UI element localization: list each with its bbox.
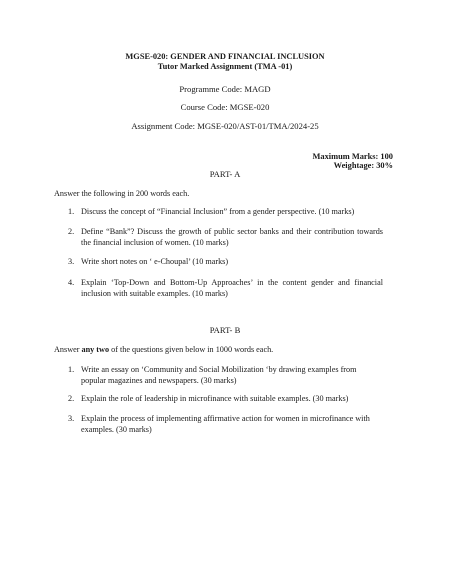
question-number: 2. <box>68 227 75 236</box>
part-b-heading: PART- B <box>209 325 241 335</box>
assignment-code: Assignment Code: MGSE-020/AST-01/TMA/2024-25 <box>131 121 319 131</box>
part-a-instruction: Answer the following in 200 words each. <box>54 189 190 198</box>
assignment-subtitle: Tutor Marked Assignment (TMA -01) <box>157 62 293 71</box>
question-text: Define “Bank”? Discuss the growth of public sector banks and their contribution towards the financial inclusion of women. (10 marks) <box>81 227 383 247</box>
question-number: 4. <box>68 278 75 287</box>
question-number: 2. <box>68 394 75 403</box>
question-number: 3. <box>68 257 75 266</box>
part-a-heading: PART- A <box>209 169 241 179</box>
question-number: 3. <box>68 414 75 423</box>
course-code: Course Code: MGSE-020 <box>180 102 270 112</box>
question-number: 1. <box>68 365 75 374</box>
question-text: Discuss the concept of “Financial Inclusion” from a gender perspective. (10 marks) <box>81 207 355 216</box>
programme-code: Programme Code: MAGD <box>179 84 271 94</box>
course-title: MGSE-020: GENDER AND FINANCIAL INCLUSION <box>125 52 325 61</box>
question-text: Write an essay on ‘Community and Social Mobilization ‘by drawing examples from popular magazines and newspapers. (30 marks) <box>81 365 357 385</box>
question-text: Explain the process of implementing affirmative action for women in microfinance with examples. (30 marks) <box>81 414 370 434</box>
instruction-text: of the questions given below in 1000 words each. <box>109 345 274 354</box>
instruction-emphasis: any two <box>81 345 110 354</box>
instruction-text: Answer <box>54 345 82 354</box>
weightage: Weightage: 30% <box>333 161 393 170</box>
question-text: Explain the role of leadership in microfinance with suitable examples. (30 marks) <box>81 394 349 403</box>
question-text: Explain ‘Top-Down and Bottom-Up Approaches’ in the content gender and financial inclusion with suitable examples. (10 marks) <box>81 278 383 298</box>
question-text: Write short notes on ‘ e-Choupal’ (10 marks) <box>81 257 229 266</box>
part-b-instruction <box>54 345 273 355</box>
maximum-marks: Maximum Marks: 100 <box>312 152 393 161</box>
question-number: 1. <box>68 207 75 216</box>
